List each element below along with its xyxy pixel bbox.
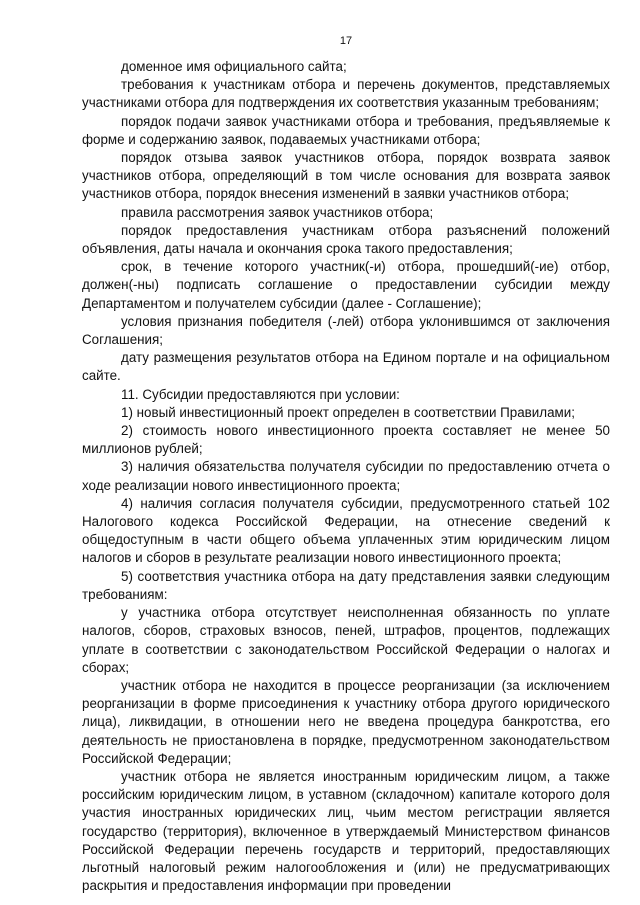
document-page <box>82 34 610 895</box>
paragraph: 11. Субсидии предоставляются при условии: <box>121 386 400 402</box>
paragraph: дату размещения результатов отбора на Едином портале и на официальном сайте. <box>82 350 610 384</box>
paragraph: у участника отбора отсутствует неисполненная обязанность по уплате налогов, сборов, страховых взносов, пеней, штрафов, процентов, подлежащих уплате в соответствии с законодательством Российской Федерации о налогах и сборах; <box>82 605 610 675</box>
paragraph: порядок предоставления участникам отбора разъяснений положений объявления, даты начала и окончания срока такого предоставления; <box>82 222 610 257</box>
paragraph: срок, в течение которого участник(-и) отбора, прошедший(-ие) отбор, должен(-ны) подписать соглашение о предоставлении субсидии между Департаментом и получателем субсидии (далее - Соглашение); <box>82 259 610 311</box>
paragraph: участник отбора не является иностранным юридическим лицом, а также российским юридическим лицом, в уставном (складочном) капитале которого доля участия иностранных юридических лиц, чьим местом регистрации является государство (территория), включенное в утверждаемый Министерством финансов Российской Федерации перечень государств и территорий, предоставляющих льготный налоговый режим налогообложения и (или) не предусматривающих раскрытия и предоставления информации при проведении <box>82 768 610 894</box>
paragraph: 5) соответствия участника отбора на дату представления заявки следующим требованиям: <box>82 568 610 602</box>
paragraph: условия признания победителя (-лей) отбора уклонившимся от заключения Соглашения; <box>82 313 610 348</box>
paragraph: участник отбора не находится в процессе реорганизации (за исключением реорганизации в форме присоединения к участнику отбора другого юридического лица), ликвидации, в отношении него не введена процедура банкротства, его деятельность не приостановлена в порядке, предусмотренном законодательством Российской Федерации; <box>82 677 610 766</box>
paragraph: 2) стоимость нового инвестиционного проекта составляет не менее 50 миллионов рублей; <box>82 423 610 457</box>
paragraph: 1) новый инвестиционный проект определен в соответствии Правилами; <box>121 404 575 420</box>
paragraph: правила рассмотрения заявок участников отбора; <box>121 204 434 220</box>
paragraph: порядок подачи заявок участниками отбора и требования, предъявляемые к форме и содержанию заявок, подаваемых участниками отбора; <box>82 113 610 147</box>
paragraph: 4) наличия согласия получателя субсидии, предусмотренного статьей 102 Налогового кодекса Российской Федерации, на отнесение сведений к общедоступным в части общего объема уплаченных этим юридическим лицом налогов и сборов в результате реализации нового инвестиционного проекта; <box>82 495 610 566</box>
page-number: 17 <box>339 35 353 47</box>
paragraph: требования к участникам отбора и перечень документов, представляемых участниками отбора для подтверждения их соответствия указанным требованиям; <box>82 77 610 111</box>
paragraph: 3) наличия обязательства получателя субсидии по предоставлению отчета о ходе реализации нового инвестиционного проекта; <box>82 459 610 493</box>
paragraph: порядок отзыва заявок участников отбора, порядок возврата заявок участников отбора, определяющий в том числе основания для возврата заявок участников отбора, порядок внесения изменений в заявки участников отбора; <box>82 150 610 202</box>
paragraph: доменное имя официального сайта; <box>121 59 347 74</box>
